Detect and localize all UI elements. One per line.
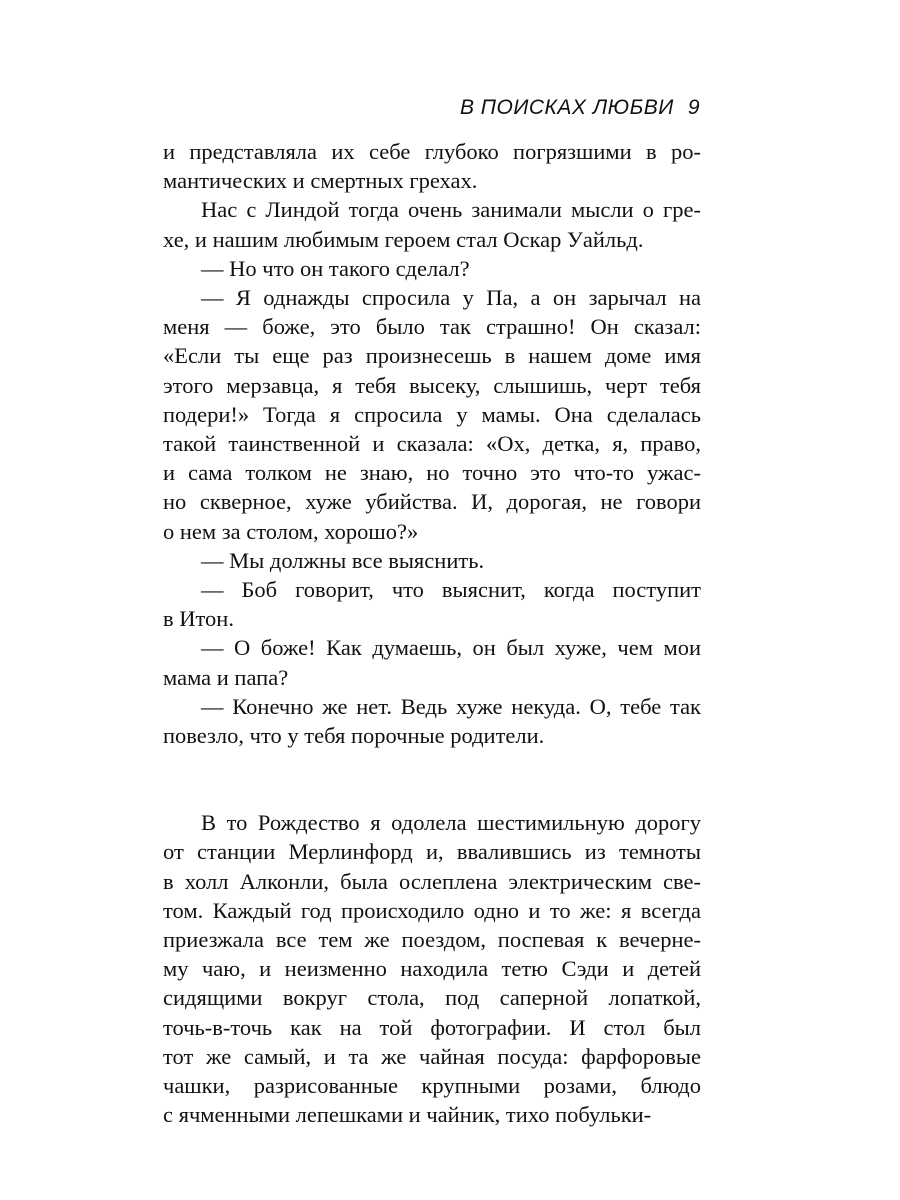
text-line: Нас с Линдой тогда очень занимали мысли о гре-	[201, 197, 701, 223]
text-line: точь-в-точь как на той фотографии. И стол был	[163, 1014, 701, 1040]
section-one-paragraph	[163, 137, 701, 195]
text-line: — Мы должны все выяснить.	[201, 547, 485, 573]
text-line: том. Каждый год происходило одно и то же: я всегда	[163, 897, 701, 923]
text-line: тот же самый, и та же чайная посуда: фарфоровые	[163, 1043, 701, 1069]
text-line: — О боже! Как думаешь, он был хуже, чем мои	[201, 635, 701, 661]
text-line: — Я однажды спросила у Па, а он зарычал на	[201, 285, 701, 311]
text-line: меня — боже, это было так страшно! Он сказал:	[163, 314, 701, 340]
section-one-paragraph	[163, 546, 701, 575]
section-break	[163, 750, 701, 808]
text-line: но скверное, хуже убийства. И, дорогая, не говори	[163, 489, 701, 515]
text-line: этого мерзавца, я тебя высеку, слышишь, черт тебя	[163, 372, 701, 398]
text-line: сидящими вокруг стола, под саперной лопаткой,	[163, 985, 701, 1011]
text-line: повезло, что у тебя порочные родители.	[163, 723, 545, 749]
text-line: и представляла их себе глубоко погрязшими в ро-	[163, 139, 701, 164]
section-two-paragraph	[163, 808, 701, 1129]
text-line: и сама толком не знаю, но точно это что-то ужас-	[163, 460, 701, 486]
section-one-paragraph	[163, 283, 701, 546]
body-text	[163, 137, 701, 1130]
text-line: — Но что он такого сделал?	[201, 255, 470, 281]
section-one-paragraph	[163, 633, 701, 691]
text-line: о нем за столом, хорошо?»	[163, 518, 419, 544]
section-one-paragraph	[163, 575, 701, 633]
text-line: В то Рождество я одолела шестимильную дорогу	[201, 810, 701, 836]
text-line: — Боб говорит, что выяснит, когда поступит	[201, 577, 701, 603]
running-header-title: В ПОИСКАХ ЛЮБВИ	[459, 96, 674, 119]
text-line: подери!» Тогда я спросила у мамы. Она сделалась	[163, 401, 701, 427]
running-header	[460, 96, 700, 120]
text-line: му чаю, и неизменно находила тетю Сэди и детей	[163, 956, 701, 982]
section-one-paragraph	[163, 254, 701, 283]
text-line: мама и папа?	[163, 664, 289, 690]
text-line: с ячменными лепешками и чайник, тихо побульки-	[163, 1102, 652, 1128]
text-line: «Если ты еще раз произнесешь в нашем доме имя	[163, 343, 701, 369]
text-line: чашки, разрисованные крупными розами, блюдо	[163, 1073, 701, 1099]
text-line: в Итон.	[163, 606, 234, 632]
text-line: такой таинственной и сказала: «Ох, детка, я, право,	[163, 431, 701, 457]
text-line: в холл Алконли, была ослеплена электрическим све-	[163, 868, 701, 894]
section-one-paragraph	[163, 692, 701, 750]
section-one-paragraph	[163, 195, 701, 253]
text-line: приезжала все тем же поездом, поспевая к вечерне-	[163, 927, 701, 953]
text-line: — Конечно же нет. Ведь хуже некуда. О, тебе так	[201, 693, 701, 719]
text-line: хе, и нашим любимым героем стал Оскар Уайльд.	[163, 226, 644, 252]
text-line: мантических и смертных грехах.	[163, 168, 478, 194]
text-line: от станции Мерлинфорд и, ввалившись из темноты	[163, 839, 701, 865]
page-number: 9	[687, 96, 700, 119]
